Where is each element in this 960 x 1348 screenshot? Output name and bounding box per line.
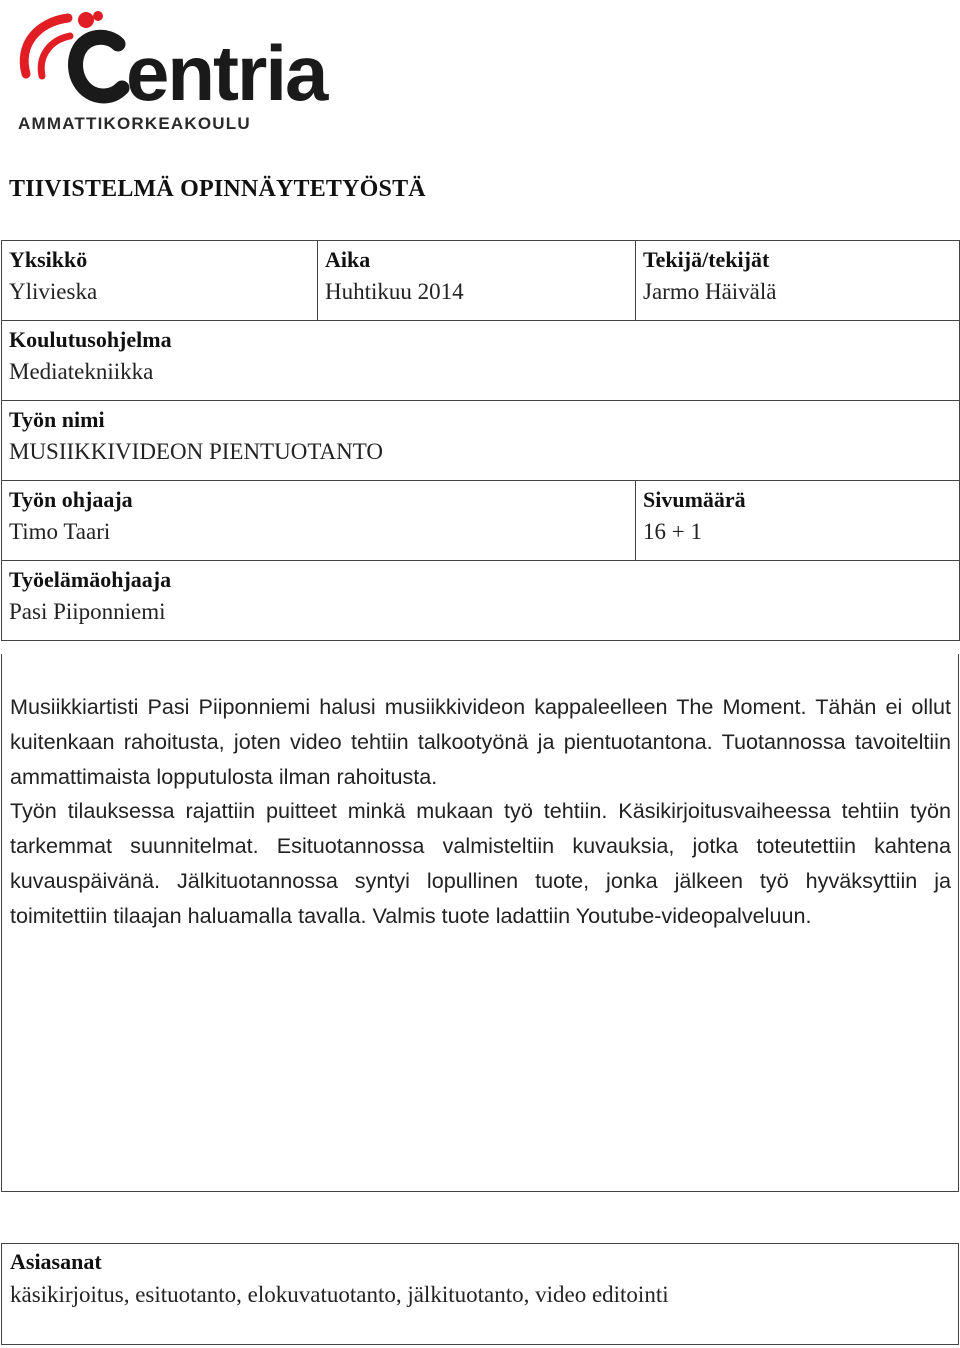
field-value: MUSIIKKIVIDEON PIENTUOTANTO [9,439,383,464]
keywords-value: käsikirjoitus, esituotanto, elokuvatuotanto, jälkituotanto, video editointi [10,1282,669,1307]
svg-text:entria: entria [126,29,327,114]
table-row [2,401,960,481]
field-label: Koulutusohjelma [9,327,172,352]
table-row [2,241,960,321]
logo-subtitle: AMMATTIKORKEAKOULU [18,114,251,133]
cell-tyon-nimi [2,401,960,481]
field-value: 16 + 1 [643,519,702,544]
field-label: Sivumäärä [643,487,746,512]
field-label: Työelämäohjaaja [9,567,172,592]
document-title: TIIVISTELMÄ OPINNÄYTETYÖSTÄ [9,176,426,202]
cell-tyon-ohjaaja [2,481,636,561]
cell-yksikko [2,241,318,321]
field-value: Ylivieska [9,279,98,304]
cell-tekija [636,241,960,321]
field-value: Timo Taari [9,519,111,544]
table-row [2,561,960,641]
field-label: Yksikkö [9,247,88,272]
cell-tyoelamaohjaaja [2,561,960,641]
info-table [1,240,960,641]
cell-aika [318,241,636,321]
field-label: Aika [325,247,371,272]
table-row [2,321,960,401]
abstract-paragraph: Musiikkiartisti Pasi Piiponniemi halusi musiikkivideon kappaleelleen The Moment. Tähän ei ollut kuitenkaan rahoitusta, joten video tehtiin talkootyönä ja pientuotantona. Tuotannossa tavoiteltiin ammattimaista lopputulosta ilman rahoitusta. [10,694,951,789]
centria-logo [8,4,388,134]
abstract-box [1,654,959,1192]
centria-logo-graphic [8,4,388,114]
field-label: Työn nimi [9,407,105,432]
field-value: Jarmo Häivälä [643,279,777,304]
cell-sivumaara [636,481,960,561]
abstract-paragraph: Työn tilauksessa rajattiin puitteet minkä mukaan työ tehtiin. Käsikirjoitusvaiheessa tehtiin työn tarkemmat suunnitelmat. Esituotannossa valmisteltiin kuvauksia, jotka toteutettiin kahtena kuvauspäivänä. Jälkituotannossa syntyi lopullinen tuote, jonka jälkeen työ hyväksyttiin ja toimitettiin tilaajan haluamalla tavalla. Valmis tuote ladattiin Youtube-videopalveluun. [10,798,951,928]
field-value: Pasi Piiponniemi [9,599,166,624]
keywords-label: Asiasanat [10,1249,102,1274]
keywords-box [1,1243,959,1345]
field-label: Työn ohjaaja [9,487,133,512]
field-label: Tekijä/tekijät [643,247,770,272]
table-row [2,481,960,561]
field-value: Mediatekniikka [9,359,154,384]
cell-koulutusohjelma [2,321,960,401]
field-value: Huhtikuu 2014 [325,279,464,304]
